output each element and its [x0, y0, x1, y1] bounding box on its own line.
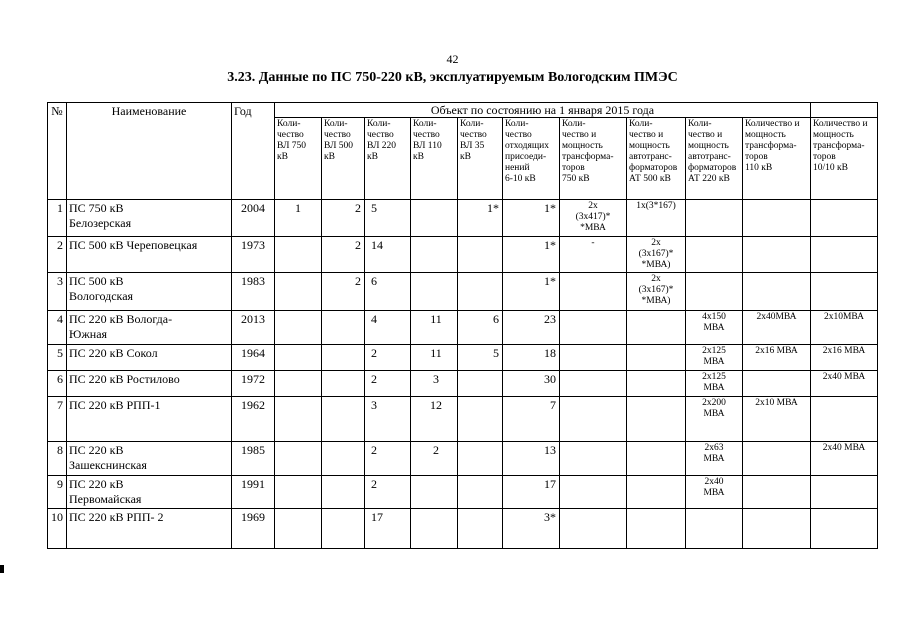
- cell-otx: 1*: [503, 273, 560, 311]
- cell-vl750: 1: [275, 200, 322, 237]
- cell-vl35: [458, 476, 503, 509]
- cell-name: ПС 220 кВ Зашекснинская: [67, 442, 232, 476]
- cell-at500: [627, 345, 686, 371]
- cell-vl35: [458, 442, 503, 476]
- cell-tr10: 2х10МВА: [811, 311, 878, 345]
- col-num-header: №: [48, 103, 67, 200]
- cell-at500: [627, 442, 686, 476]
- cell-tr750: 2х (3х417)* *МВА: [560, 200, 627, 237]
- cell-at220: 2х125 МВА: [686, 345, 743, 371]
- cell-vl220: 2: [365, 476, 411, 509]
- cell-vl220: 4: [365, 311, 411, 345]
- cell-vl220: 2: [365, 345, 411, 371]
- cell-n: 6: [48, 371, 67, 397]
- cell-vl220: 2: [365, 442, 411, 476]
- cell-tr750: [560, 476, 627, 509]
- cell-vl220: 17: [365, 509, 411, 549]
- cell-vl35: 5: [458, 345, 503, 371]
- table-row: [48, 371, 878, 397]
- cell-vl500: 2: [322, 200, 365, 237]
- cell-at220: 2х40 МВА: [686, 476, 743, 509]
- cell-vl500: 2: [322, 273, 365, 311]
- cell-year: 1985: [232, 442, 275, 476]
- cell-year: 1962: [232, 397, 275, 442]
- cell-tr110: [743, 371, 811, 397]
- cell-at500: [627, 476, 686, 509]
- cell-tr750: [560, 509, 627, 549]
- col-vl110-header: Коли- чество ВЛ 110 кВ: [411, 118, 458, 200]
- cell-otx: 1*: [503, 237, 560, 273]
- cell-vl500: [322, 371, 365, 397]
- table-row: [48, 237, 878, 273]
- cell-name: ПС 220 кВ РПП- 2: [67, 509, 232, 549]
- cell-vl500: [322, 476, 365, 509]
- cell-name: ПС 750 кВ Белозерская: [67, 200, 232, 237]
- cell-tr110: [743, 237, 811, 273]
- cell-otx: 17: [503, 476, 560, 509]
- cell-vl750: [275, 442, 322, 476]
- cell-name: ПС 220 кВ РПП-1: [67, 397, 232, 442]
- cell-vl500: [322, 345, 365, 371]
- cell-at500: 2х (3х167)* *МВА): [627, 237, 686, 273]
- cell-vl500: [322, 397, 365, 442]
- col-vl750-header: Коли- чество ВЛ 750 кВ: [275, 118, 322, 200]
- cell-vl750: [275, 371, 322, 397]
- table-row: [48, 345, 878, 371]
- cell-tr10: [811, 273, 878, 311]
- cell-at220: 2х200 МВА: [686, 397, 743, 442]
- cell-tr110: [743, 442, 811, 476]
- col-tr750-header: Коли- чество и мощность трансформа- торов 750 кВ: [560, 118, 627, 200]
- table-row: [48, 200, 878, 237]
- cell-year: 1983: [232, 273, 275, 311]
- cell-vl110: 11: [411, 345, 458, 371]
- cell-tr750: [560, 311, 627, 345]
- cell-tr750: [560, 442, 627, 476]
- cell-vl750: [275, 345, 322, 371]
- cell-tr750: -: [560, 237, 627, 273]
- cell-at220: 2х125 МВА: [686, 371, 743, 397]
- cell-tr10: [811, 237, 878, 273]
- col-at220-header: Коли- чество и мощность автотранс- форматоров АТ 220 кВ: [686, 118, 743, 200]
- cell-year: 2013: [232, 311, 275, 345]
- cell-tr750: [560, 371, 627, 397]
- cell-n: 3: [48, 273, 67, 311]
- col-outgoing-header: Коли- чество отходящих присоеди- нений 6-10 кВ: [503, 118, 560, 200]
- cell-tr110: 2х10 МВА: [743, 397, 811, 442]
- page-edge-mark: [0, 565, 4, 573]
- cell-tr10: 2х40 МВА: [811, 371, 878, 397]
- cell-vl35: [458, 371, 503, 397]
- col-vl500-header: Коли- чество ВЛ 500 кВ: [322, 118, 365, 200]
- cell-at220: 2х63 МВА: [686, 442, 743, 476]
- cell-year: 1991: [232, 476, 275, 509]
- cell-n: 5: [48, 345, 67, 371]
- table-row: [48, 442, 878, 476]
- cell-at500: [627, 509, 686, 549]
- cell-otx: 3*: [503, 509, 560, 549]
- cell-vl220: 3: [365, 397, 411, 442]
- object-state-header-extra: [811, 103, 878, 118]
- cell-vl110: 11: [411, 311, 458, 345]
- cell-at500: [627, 397, 686, 442]
- cell-vl750: [275, 476, 322, 509]
- cell-year: 1973: [232, 237, 275, 273]
- cell-vl500: [322, 311, 365, 345]
- cell-otx: 13: [503, 442, 560, 476]
- cell-year: 1972: [232, 371, 275, 397]
- table-row: [48, 311, 878, 345]
- cell-vl220: 14: [365, 237, 411, 273]
- cell-tr110: [743, 200, 811, 237]
- cell-tr10: 2х16 МВА: [811, 345, 878, 371]
- cell-vl110: 3: [411, 371, 458, 397]
- cell-vl35: 6: [458, 311, 503, 345]
- cell-tr10: 2х40 МВА: [811, 442, 878, 476]
- cell-at220: [686, 509, 743, 549]
- cell-vl35: 1*: [458, 200, 503, 237]
- cell-vl750: [275, 237, 322, 273]
- table-row: [48, 476, 878, 509]
- table-row: [48, 273, 878, 311]
- cell-vl220: 5: [365, 200, 411, 237]
- cell-vl110: 2: [411, 442, 458, 476]
- cell-name: ПС 220 кВ Ростилово: [67, 371, 232, 397]
- object-state-header: Объект по состоянию на 1 января 2015 года: [275, 103, 811, 118]
- cell-year: 1969: [232, 509, 275, 549]
- cell-year: 1964: [232, 345, 275, 371]
- cell-name: ПС 500 кВ Вологодская: [67, 273, 232, 311]
- cell-vl110: [411, 476, 458, 509]
- col-name-header: Наименование: [67, 103, 232, 200]
- col-tr110-header: Количество и мощность трансформа- торов 110 кВ: [743, 118, 811, 200]
- cell-name: ПС 220 кВ Сокол: [67, 345, 232, 371]
- substations-table: [47, 102, 878, 549]
- cell-vl35: [458, 273, 503, 311]
- cell-at220: 4х150 МВА: [686, 311, 743, 345]
- cell-otx: 7: [503, 397, 560, 442]
- cell-at500: [627, 371, 686, 397]
- col-vl220-header: Коли- чество ВЛ 220 кВ: [365, 118, 411, 200]
- cell-vl500: [322, 442, 365, 476]
- cell-vl220: 6: [365, 273, 411, 311]
- cell-vl500: 2: [322, 237, 365, 273]
- cell-vl750: [275, 509, 322, 549]
- col-tr10-header: Количество и мощность трансформа- торов 10/10 кВ: [811, 118, 878, 200]
- cell-tr750: [560, 397, 627, 442]
- cell-at220: [686, 237, 743, 273]
- cell-n: 7: [48, 397, 67, 442]
- cell-vl110: [411, 273, 458, 311]
- cell-tr10: [811, 397, 878, 442]
- cell-vl500: [322, 509, 365, 549]
- cell-at500: 2х (3х167)* *МВА): [627, 273, 686, 311]
- cell-otx: 18: [503, 345, 560, 371]
- cell-otx: 1*: [503, 200, 560, 237]
- cell-n: 10: [48, 509, 67, 549]
- cell-tr110: 2х16 МВА: [743, 345, 811, 371]
- cell-tr110: 2х40МВА: [743, 311, 811, 345]
- cell-vl220: 2: [365, 371, 411, 397]
- cell-vl35: [458, 509, 503, 549]
- cell-name: ПС 220 кВ Вологда- Южная: [67, 311, 232, 345]
- cell-n: 8: [48, 442, 67, 476]
- cell-n: 4: [48, 311, 67, 345]
- cell-vl110: 12: [411, 397, 458, 442]
- cell-otx: 23: [503, 311, 560, 345]
- col-year-header: Год: [232, 103, 275, 200]
- cell-vl750: [275, 311, 322, 345]
- cell-name: ПС 220 кВ Первомайская: [67, 476, 232, 509]
- cell-tr750: [560, 273, 627, 311]
- col-at500-header: Коли- чество и мощность автотранс- форматоров АТ 500 кВ: [627, 118, 686, 200]
- cell-at500: 1х(3*167): [627, 200, 686, 237]
- cell-tr10: [811, 509, 878, 549]
- cell-tr10: [811, 200, 878, 237]
- cell-tr110: [743, 476, 811, 509]
- cell-name: ПС 500 кВ Череповецкая: [67, 237, 232, 273]
- col-vl35-header: Коли- чество ВЛ 35 кВ: [458, 118, 503, 200]
- cell-vl110: [411, 200, 458, 237]
- cell-vl750: [275, 397, 322, 442]
- cell-vl35: [458, 237, 503, 273]
- cell-tr10: [811, 476, 878, 509]
- cell-at220: [686, 200, 743, 237]
- cell-tr110: [743, 509, 811, 549]
- cell-vl110: [411, 509, 458, 549]
- cell-vl110: [411, 237, 458, 273]
- table-title: 3.23. Данные по ПС 750-220 кВ, эксплуатируемым Вологодским ПМЭС: [227, 70, 678, 85]
- cell-at500: [627, 311, 686, 345]
- cell-tr110: [743, 273, 811, 311]
- table-row: [48, 397, 878, 442]
- cell-at220: [686, 273, 743, 311]
- page-number: 42: [446, 52, 459, 66]
- cell-vl35: [458, 397, 503, 442]
- cell-n: 9: [48, 476, 67, 509]
- cell-tr750: [560, 345, 627, 371]
- table-row: [48, 509, 878, 549]
- cell-year: 2004: [232, 200, 275, 237]
- cell-vl750: [275, 273, 322, 311]
- cell-n: 1: [48, 200, 67, 237]
- cell-n: 2: [48, 237, 67, 273]
- cell-otx: 30: [503, 371, 560, 397]
